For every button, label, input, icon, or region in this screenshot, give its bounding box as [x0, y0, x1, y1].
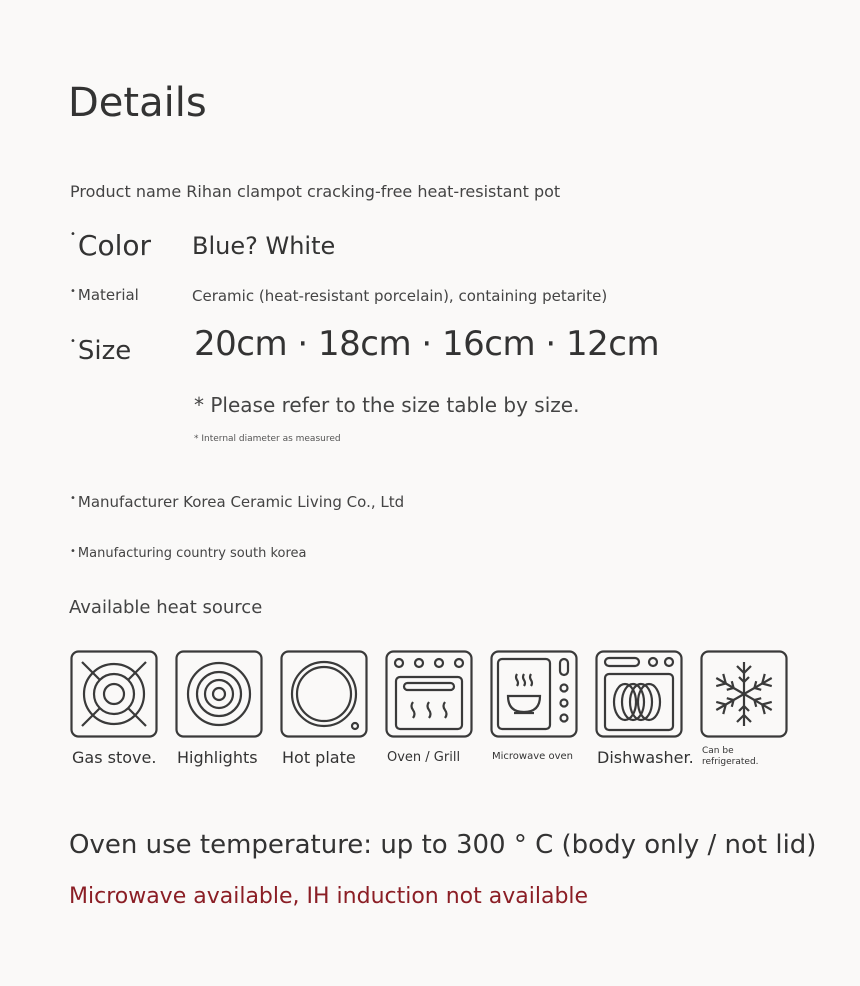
bullet-icon: •	[70, 336, 76, 347]
heat-source-microwave	[490, 650, 595, 762]
heat-source-title: Available heat source	[69, 597, 263, 618]
bullet-icon: •	[70, 229, 76, 240]
heat-source-label: Highlights	[177, 748, 258, 767]
manufacturing-country: Manufacturing country south korea	[77, 546, 307, 561]
hot-plate-icon	[280, 650, 368, 738]
snowflake-icon	[700, 650, 788, 738]
size-label: Size	[77, 336, 132, 366]
heat-source-oven	[385, 650, 490, 765]
heat-source-icons	[70, 650, 800, 780]
color-label-row	[70, 229, 151, 262]
country-row	[70, 546, 307, 561]
bullet-icon: •	[70, 286, 76, 297]
gas-stove-icon	[70, 650, 158, 738]
color-label: Color	[77, 229, 152, 262]
microwave-note: Microwave available, IH induction not available	[69, 884, 589, 909]
size-small-note: * Internal diameter as measured	[194, 434, 341, 444]
color-value: Blue? White	[192, 232, 336, 260]
material-label: Material	[77, 286, 139, 304]
page-title: Details	[68, 80, 207, 126]
oven-icon	[385, 650, 473, 738]
heat-source-label: Microwave oven	[492, 751, 573, 762]
heat-source-label: Can be refrigerated.	[702, 746, 759, 767]
product-name: Product name Rihan clampot cracking-free heat-resistant pot	[70, 182, 561, 201]
bullet-icon: •	[70, 546, 76, 557]
oven-temperature: Oven use temperature: up to 300 ° C (body only / not lid)	[69, 830, 817, 860]
manufacturer: Manufacturer Korea Ceramic Living Co., Ltd	[77, 493, 405, 511]
material-label-row	[70, 286, 139, 304]
heat-source-hot-plate	[280, 650, 385, 767]
heat-source-highlight	[175, 650, 280, 767]
heat-source-label: Gas stove.	[72, 748, 157, 767]
size-value: 20cm · 18cm · 16cm · 12cm	[194, 324, 660, 364]
heat-source-label: Hot plate	[282, 748, 356, 767]
size-label-row	[70, 336, 131, 366]
heat-source-refrigerator	[700, 650, 805, 767]
dishwasher-icon	[595, 650, 683, 738]
size-note: * Please refer to the size table by size.	[194, 393, 580, 417]
heat-source-label: Dishwasher.	[597, 748, 694, 767]
bullet-icon: •	[70, 493, 76, 504]
heat-source-dishwasher	[595, 650, 700, 767]
heat-source-label: Oven / Grill	[387, 750, 461, 765]
microwave-icon	[490, 650, 578, 738]
material-value: Ceramic (heat-resistant porcelain), containing petarite)	[192, 287, 608, 305]
heat-source-gas	[70, 650, 175, 767]
highlight-icon	[175, 650, 263, 738]
manufacturer-row	[70, 493, 404, 511]
